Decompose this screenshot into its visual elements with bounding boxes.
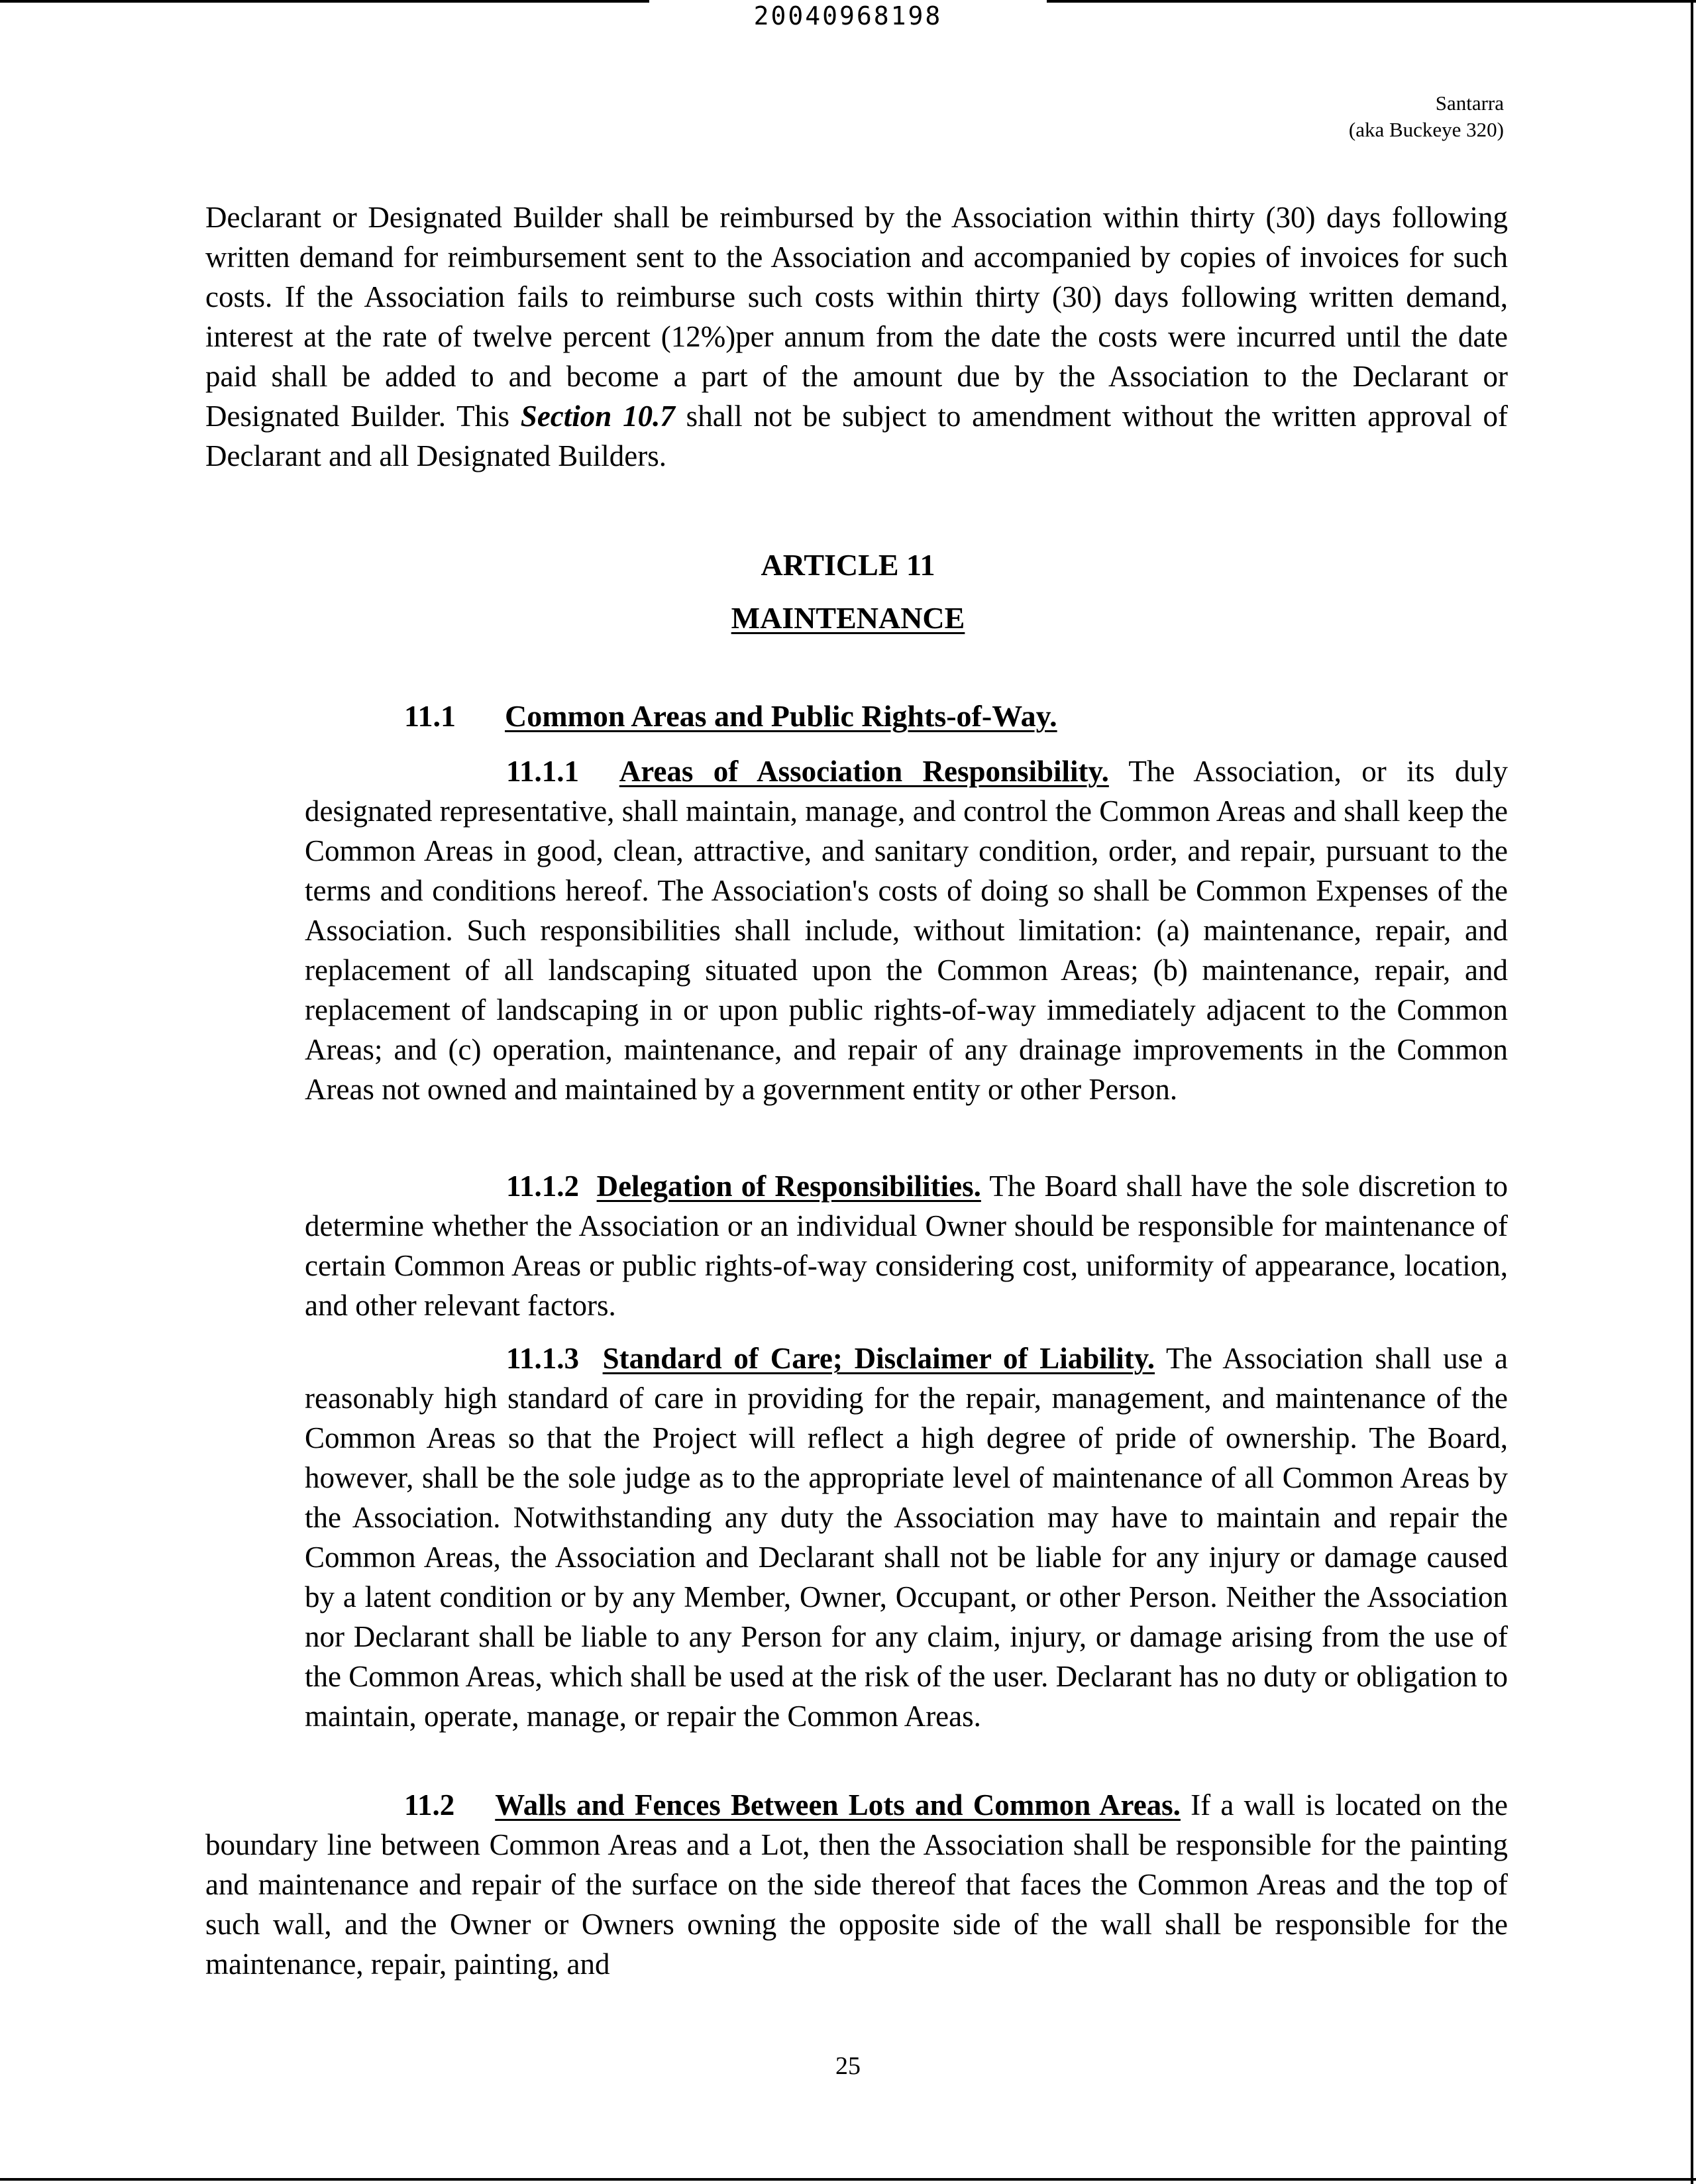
subsection-11-1-2 (305, 1166, 1508, 1325)
section-reference: Section 10.7 (520, 400, 675, 433)
subsection-number: 11.1.3 (506, 1342, 580, 1375)
subsection-text: The Association, or its duly designated representative, shall maintain, manage, and control the Common Areas and shall keep the Common Areas in good, clean, attractive, and sanitary condition, order, and repair, pursuant to the terms and conditions hereof. The Association's costs of doing so shall be Common Expenses of the Association. Such responsibilities shall include, without limitation: (a) maintenance, repair, and replacement of all landscaping situated upon the Common Areas; (b) maintenance, repair, and replacement of landscaping in or upon public rights-of-way immediately adjacent to the Common Areas; and (c) operation, maintenance, and repair of any drainage improvements in the Common Areas not owned and maintained by a government entity or other Person. (305, 755, 1509, 1106)
subsection-11-1-1 (305, 751, 1508, 1109)
section-number: 11.1 (404, 699, 456, 733)
subsection-title: Standard of Care; Disclaimer of Liability. (602, 1342, 1155, 1375)
intro-text-before: Declarant or Designated Builder shall be reimbursed by the Association within thirty (30) days following written demand for reimbursement sent to the Association and accompanied by copies of invoices for such costs. If the Association fails to reimburse such costs within thirty (30) days following written demand, interest at the rate of twelve percent (12%)per annum from the date the costs were incurred until the date paid shall be added to and become a part of the amount due by the Association to the Declarant or Designated Builder. This (205, 201, 1508, 433)
page-header (1349, 90, 1504, 143)
article-label: ARTICLE 11 (761, 548, 935, 582)
section-11-1-heading (404, 698, 1057, 734)
article-title: MAINTENANCE (731, 601, 965, 635)
scan-border-bottom (0, 2178, 1696, 2181)
subsection-title: Delegation of Responsibilities. (596, 1170, 981, 1203)
section-11-2 (205, 1785, 1508, 1984)
recording-number: 20040968198 (753, 1, 943, 30)
section-number: 11.2 (404, 1788, 455, 1822)
subsection-text: The Association shall use a reasonably high standard of care in providing for the repair, management, and maintenance of the Common Areas so that the Project will reflect a high degree of pride of ownership. The Board, however, shall be the sole judge as to the appropriate level of maintenance of all Common Areas by the Association. Notwithstanding any duty the Association may have to maintain and repair the Common Areas, the Association and Declarant shall not be liable for any injury or damage caused by a latent condition or by any Member, Owner, Occupant, or other Person. Neither the Association nor Declarant shall be liable to any Person for any claim, injury, or damage arising from the use of the Common Areas, which shall be used at the risk of the user. Declarant has no duty or obligation to maintain, operate, manage, or repair the Common Areas. (305, 1342, 1509, 1733)
page-number: 25 (835, 2052, 861, 2080)
subsection-title: Areas of Association Responsibility. (619, 755, 1109, 788)
section-text: If a wall is located on the boundary line between Common Areas and a Lot, then the Association shall be responsible for the painting and maintenance and repair of the surface on the side thereof that faces the Common Areas and the top of such wall, and the Owner or Owners owning the opposite side of the wall shall be responsible for the maintenance, repair, painting, and (205, 1788, 1508, 1981)
subsection-text: The Board shall have the sole discretion to determine whether the Association or an individual Owner should be responsible for maintenance of certain Common Areas or public rights-of-way considering cost, uniformity of appearance, location, and other relevant factors. (305, 1170, 1508, 1322)
subsection-11-1-3 (305, 1338, 1508, 1736)
scan-border-right (1691, 0, 1693, 2184)
subsection-number: 11.1.2 (506, 1170, 580, 1203)
intro-text-after: shall not be subject to amendment without the written approval of Declarant and all Designated Builders. (205, 400, 1508, 472)
header-project-name: Santarra (1435, 91, 1504, 115)
section-title: Walls and Fences Between Lots and Common Areas. (495, 1788, 1181, 1822)
header-project-alias: (aka Buckeye 320) (1348, 118, 1504, 141)
section-title: Common Areas and Public Rights-of-Way. (505, 699, 1057, 733)
intro-paragraph (205, 197, 1508, 476)
subsection-number: 11.1.1 (506, 755, 580, 788)
